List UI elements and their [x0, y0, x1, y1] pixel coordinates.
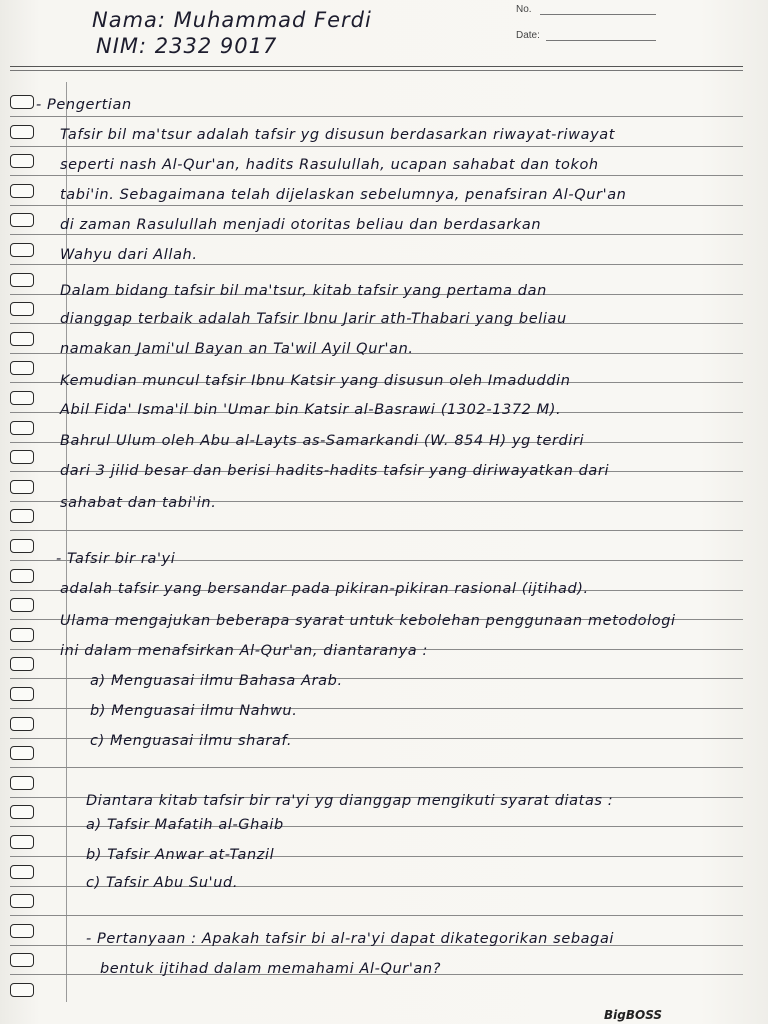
top-rule-2 — [10, 70, 743, 71]
binding-hole — [10, 865, 34, 879]
ruled-line — [10, 116, 743, 117]
ruled-line — [10, 530, 743, 531]
ruled-line — [10, 767, 743, 768]
notebook-brand-logo: BigBOSS — [604, 1008, 663, 1022]
binding-hole — [10, 302, 34, 316]
binding-hole — [10, 598, 34, 612]
text-line: ini dalam menafsirkan Al-Qur'an, diantaranya : — [60, 643, 428, 659]
binding-hole — [10, 805, 34, 819]
text-line: Kemudian muncul tafsir Ibnu Katsir yang disusun oleh Imaduddin — [60, 373, 571, 389]
text-line: dari 3 jilid besar dan berisi hadits-hadits tafsir yang diriwayatkan dari — [60, 463, 610, 479]
binding-hole — [10, 95, 34, 109]
text-line: adalah tafsir yang bersandar pada pikiran-pikiran rasional (ijtihad). — [60, 581, 589, 597]
binding-hole — [10, 125, 34, 139]
binding-hole — [10, 480, 34, 494]
text-line: a) Tafsir Mafatih al-Ghaib — [86, 817, 284, 833]
no-label: No. — [516, 4, 532, 15]
text-line: - Pengertian — [36, 97, 132, 113]
text-line: Bahrul Ulum oleh Abu al-Layts as-Samarkandi (W. 854 H) yg terdiri — [60, 433, 585, 449]
text-line: b) Tafsir Anwar at-Tanzil — [86, 847, 275, 863]
top-rule — [10, 66, 743, 67]
binding-hole — [10, 776, 34, 790]
binding-hole — [10, 539, 34, 553]
text-line: - Tafsir bir ra'yi — [56, 551, 176, 567]
ruled-line — [10, 234, 743, 235]
text-line: b) Menguasai ilmu Nahwu. — [90, 703, 298, 719]
binding-hole — [10, 509, 34, 523]
binding-hole — [10, 894, 34, 908]
text-line: Tafsir bil ma'tsur adalah tafsir yg disusun berdasarkan riwayat-riwayat — [60, 127, 616, 143]
binding-hole — [10, 953, 34, 967]
text-line: Diantara kitab tafsir bir ra'yi yg dianggap mengikuti syarat diatas : — [86, 793, 614, 809]
ruled-line — [10, 146, 743, 147]
binding-hole — [10, 657, 34, 671]
text-line: namakan Jami'ul Bayan an Ta'wil Ayil Qur'an. — [60, 341, 414, 357]
binding-hole — [10, 391, 34, 405]
binding-hole — [10, 628, 34, 642]
ruled-line — [10, 915, 743, 916]
binding-hole — [10, 924, 34, 938]
text-line: Ulama mengajukan beberapa syarat untuk kebolehan penggunaan metodologi — [60, 613, 676, 629]
binding-hole — [10, 361, 34, 375]
text-line: Abil Fida' Isma'il bin 'Umar bin Katsir al-Basrawi (1302-1372 M). — [60, 402, 562, 418]
student-nim: NIM: 2332 9017 — [96, 34, 278, 58]
text-line: - Pertanyaan : Apakah tafsir bi al-ra'yi dapat dikategorikan sebagai — [86, 931, 615, 947]
text-line: seperti nash Al-Qur'an, hadits Rasulullah, ucapan sahabat dan tokoh — [60, 157, 599, 173]
binding-hole — [10, 687, 34, 701]
ruled-line — [10, 264, 743, 265]
ruled-line — [10, 175, 743, 176]
text-line: sahabat dan tabi'in. — [60, 495, 217, 511]
text-line: c) Menguasai ilmu sharaf. — [90, 733, 293, 749]
binding-hole — [10, 213, 34, 227]
text-line: a) Menguasai ilmu Bahasa Arab. — [90, 673, 343, 689]
binding-hole — [10, 450, 34, 464]
no-field-line — [540, 14, 656, 15]
ruled-line — [10, 205, 743, 206]
date-label: Date: — [516, 30, 540, 41]
student-name: Nama: Muhammad Ferdi — [92, 8, 372, 32]
binding-hole — [10, 243, 34, 257]
text-line: tabi'in. Sebagaimana telah dijelaskan sebelumnya, penafsiran Al-Qur'an — [60, 187, 627, 203]
binding-hole — [10, 154, 34, 168]
text-line: bentuk ijtihad dalam memahami Al-Qur'an? — [100, 961, 441, 977]
binding-hole — [10, 983, 34, 997]
binding-hole — [10, 421, 34, 435]
text-line: Wahyu dari Allah. — [60, 247, 198, 263]
binding-hole — [10, 746, 34, 760]
binding-hole — [10, 273, 34, 287]
date-field-line — [546, 40, 656, 41]
text-line: Dalam bidang tafsir bil ma'tsur, kitab tafsir yang pertama dan — [60, 283, 547, 299]
binding-hole — [10, 835, 34, 849]
binding-hole — [10, 569, 34, 583]
binding-hole — [10, 184, 34, 198]
text-line: di zaman Rasulullah menjadi otoritas beliau dan berdasarkan — [60, 217, 542, 233]
text-line: c) Tafsir Abu Su'ud. — [86, 875, 239, 891]
binding-hole — [10, 717, 34, 731]
text-line: dianggap terbaik adalah Tafsir Ibnu Jarir ath-Thabari yang beliau — [60, 311, 567, 327]
binding-hole — [10, 332, 34, 346]
